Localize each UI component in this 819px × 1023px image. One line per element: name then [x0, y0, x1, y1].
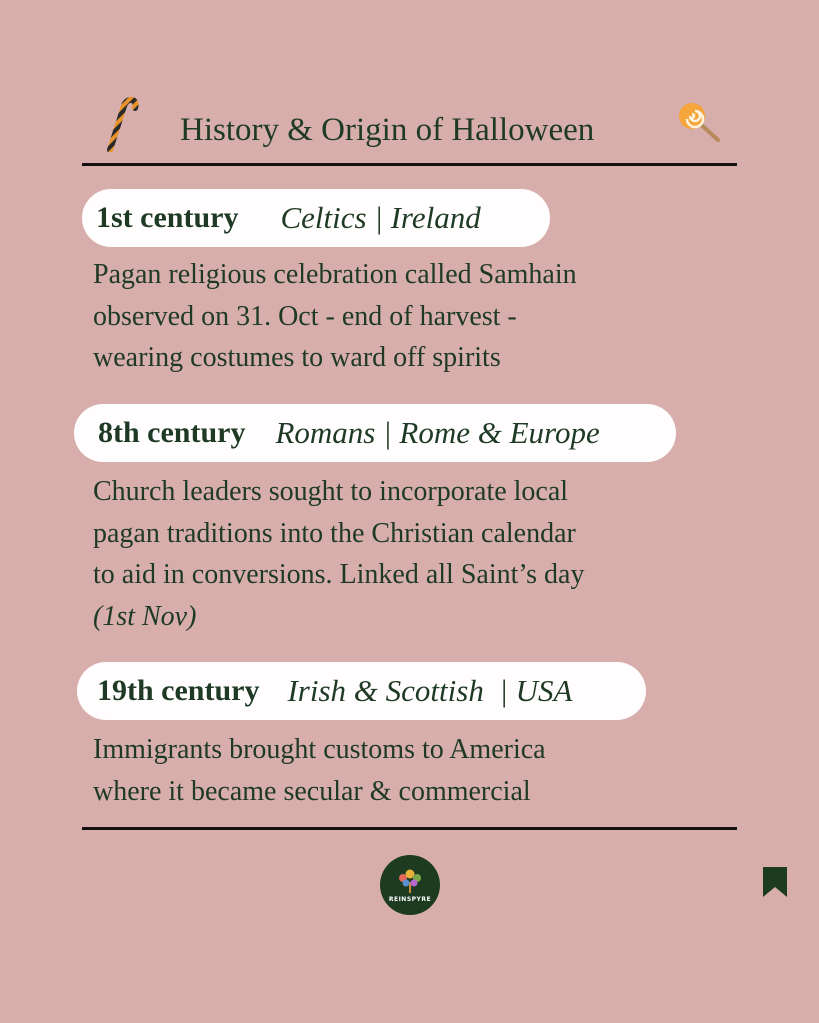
tree-icon: [395, 868, 425, 894]
candy-cane-icon: [100, 92, 140, 156]
description-note: (1st Nov): [93, 600, 197, 632]
timeline-pill-3: [77, 662, 646, 720]
century-label: 8th century: [98, 416, 246, 449]
brand-name: REINSPYRE: [388, 895, 432, 903]
description-line: where it became secular & commercial: [93, 775, 531, 807]
bookmark-icon[interactable]: [762, 866, 788, 902]
description-line: Immigrants brought customs to America: [93, 734, 546, 765]
origin-label: Celtics | Ireland: [280, 200, 481, 235]
origin-label: Irish & Scottish | USA: [287, 673, 573, 708]
description-line: wearing costumes to ward off spirits: [93, 342, 501, 373]
timeline-description-3: [93, 729, 733, 812]
description-line: observed on 31. Oct - end of harvest -: [93, 300, 517, 332]
century-label: 1st century: [96, 201, 239, 234]
footer-divider: [82, 827, 737, 830]
description-line: pagan traditions into the Christian calendar: [93, 517, 576, 549]
timeline-pill-1: [82, 189, 550, 247]
timeline-description-1: [93, 254, 733, 379]
timeline-pill-2: [74, 404, 676, 462]
description-line: to aid in conversions. Linked all Saint’s day: [93, 559, 585, 590]
header-divider: [82, 163, 737, 166]
century-label: 19th century: [97, 674, 260, 707]
description-line: Pagan religious celebration called Samhain: [93, 259, 577, 290]
lollipop-icon: [676, 100, 722, 150]
brand-logo: [380, 855, 440, 915]
page-title: History & Origin of Halloween: [180, 112, 595, 148]
origin-label: Romans | Rome & Europe: [275, 415, 600, 450]
timeline-description-2: [93, 471, 733, 637]
description-line: Church leaders sought to incorporate local: [93, 476, 569, 507]
